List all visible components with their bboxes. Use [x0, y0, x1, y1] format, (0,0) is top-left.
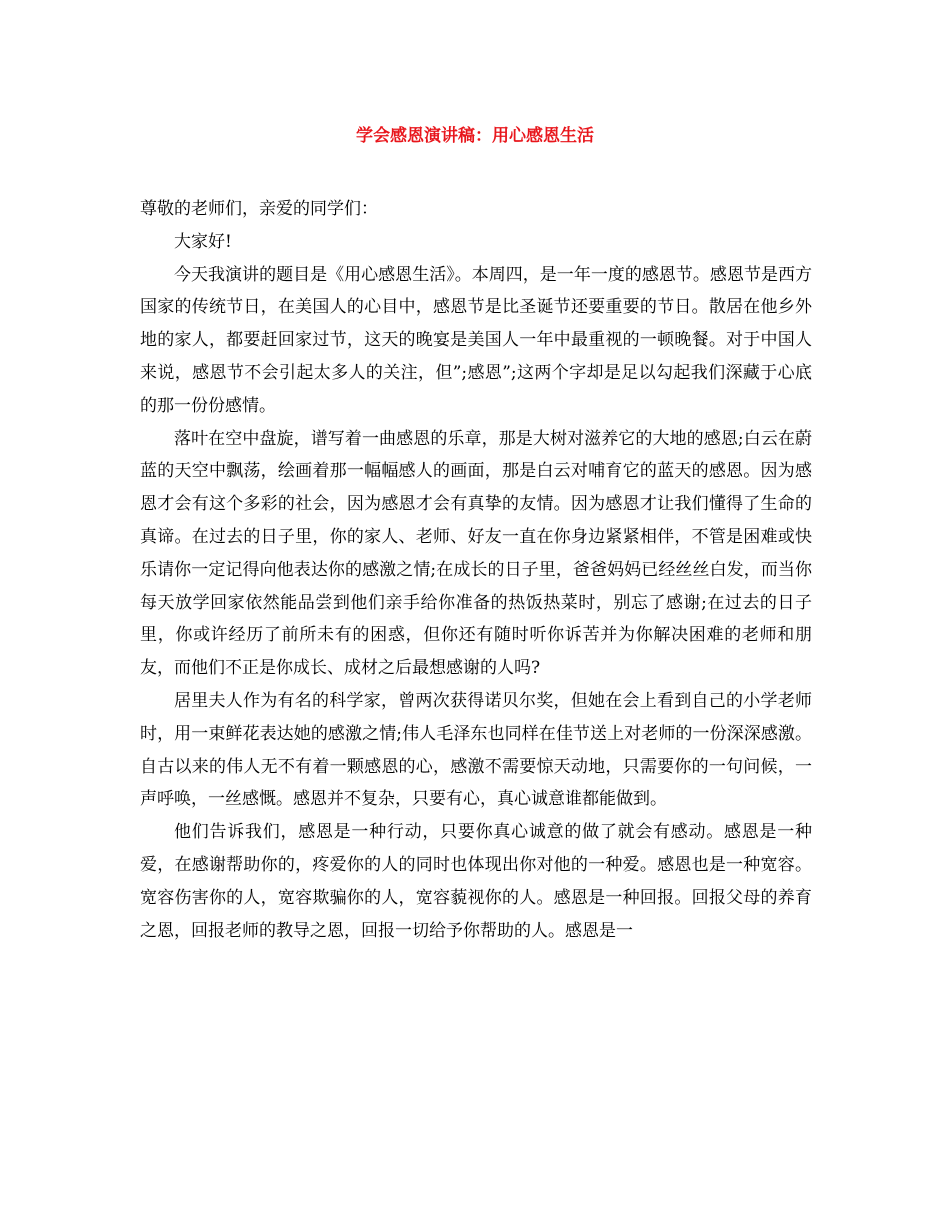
document-body [140, 193, 812, 947]
paragraph-greeting: 大家好! [174, 231, 232, 252]
paragraph-intro: 今天我演讲的题目是《用心感恩生活》。本周四，是一年一度的感恩节。感恩节是西方国家的传统节日，在美国人的心目中，感恩节是比圣诞节还要重要的节日。散居在他乡外地的家人，都要赶回家过节，这天的晚宴是美国人一年中最重视的一顿晚餐。对于中国人来说，感恩节不会引起太多人的关注，但”;感恩”;这两个字却是足以勾起我们深藏于心底的那一份份感情。 [140, 264, 812, 416]
paragraph-nature: 落叶在空中盘旋，谱写着一曲感恩的乐章，那是大树对滋养它的大地的感恩;白云在蔚蓝的天空中飘荡，绘画着那一幅幅感人的画面，那是白云对哺育它的蓝天的感恩。因为感恩才会有这个多彩的社会，因为感恩才会有真挚的友情。因为感恩才让我们懂得了生命的真谛。在过去的日子里，你的家人、老师、好友一直在你身边紧紧相伴，不管是困难或快乐请你一定记得向他表达你的感激之情;在成长的日子里，爸爸妈妈已经丝丝白发，而当你每天放学回家依然能品尝到他们亲手给你准备的热饭热菜时，别忘了感谢;在过去的日子里，你或许经历了前所未有的困惑，但你还有随时听你诉苦并为你解决困难的老师和朋友，而他们不正是你成长、成材之后最想感谢的人吗? [140, 428, 812, 679]
paragraph-examples: 居里夫人作为有名的科学家，曾两次获得诺贝尔奖，但她在会上看到自己的小学老师时，用一束鲜花表达她的感激之情;伟人毛泽东也同样在佳节送上对老师的一份深深感激。自古以来的伟人无不有着一颗感恩的心，感激不需要惊天动地，只需要你的一句问候，一声呼唤，一丝感慨。感恩并不复杂，只要有心，真心诚意谁都能做到。 [140, 690, 812, 810]
paragraph-meaning: 他们告诉我们，感恩是一种行动，只要你真心诚意的做了就会有感动。感恩是一种爱，在感谢帮助你的，疼爱你的人的同时也体现出你对他的一种爱。感恩也是一种宽容。宽容伤害你的人，宽容欺骗你的人，宽容藐视你的人。感恩是一种回报。回报父母的养育之恩，回报老师的教导之恩，回报一切给予你帮助的人。感恩是一 [140, 822, 812, 941]
salutation: 尊敬的老师们，亲爱的同学们： [140, 199, 378, 219]
document-title: 学会感恩演讲稿：用心感恩生活 [356, 126, 594, 146]
